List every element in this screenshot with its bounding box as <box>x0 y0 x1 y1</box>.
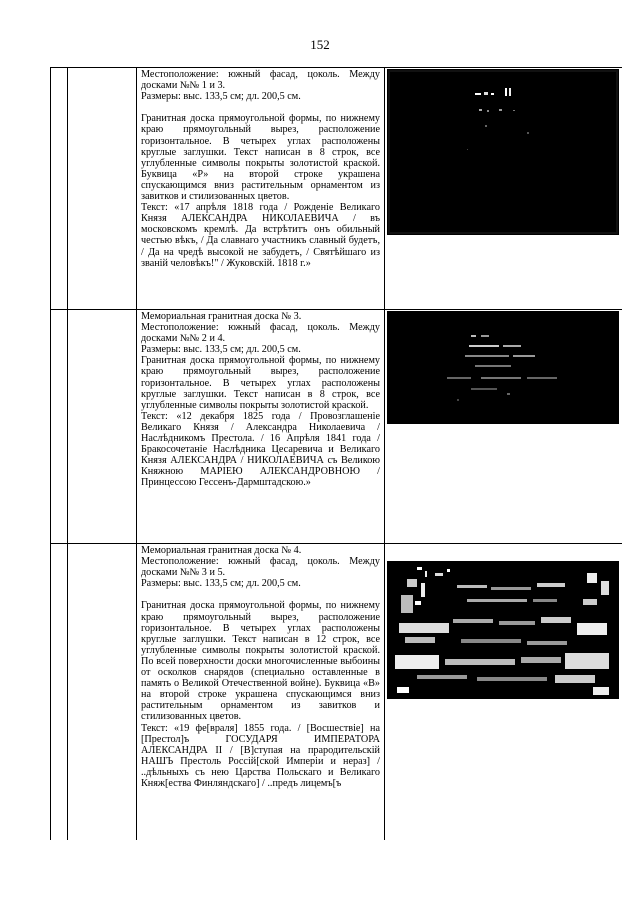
plaque-photo <box>387 69 619 235</box>
paragraph: Местоположение: южный фасад, цоколь. Между досками №№ 3 и 5. <box>141 556 380 579</box>
description <box>141 545 380 789</box>
description-cell <box>137 68 385 310</box>
plaque-photo <box>387 561 619 699</box>
paragraph: Местоположение: южный фасад, цоколь. Между досками №№ 2 и 4. <box>141 322 380 345</box>
paragraph-spacer <box>141 102 380 113</box>
paragraph: Размеры: выс. 133,5 см; дл. 200,5 см. <box>141 91 301 103</box>
paragraph: Мемориальная гранитная доска № 3. <box>141 311 302 322</box>
paragraph: Текст: «19 фе[враля] 1855 года. / [Восшествіе] на [Престол]ъ ГОСУДАРЯ ИМПЕРАТОРА АЛЕКСАНДРА II / [В]ступая на прародительскій НАШЪ Престоль Россій[ской Имперіи и нераз] / ..дѣльныхъ съ нею Царства Польскаго и Великаго Княж[ества Финляндскаго] / ..предъ лицемъ[ъ <box>141 722 380 789</box>
paragraph: Мемориальная гранитная доска № 4. <box>141 545 302 556</box>
paragraph: Текст: «12 декабря 1825 года / Провозглашеніе Великаго Князя / Александра Николаевича / Наслѣдникомъ Престола. / 16 Апрѣля 1841 года / Бракосочетаніе Наслѣдника Цесаревича и Великаго Князя АЛЕКСАНДРА / НИКОЛАЕВИЧА съ Великою Княжною МАРІЕЮ АЛЕКСАНДРОВНОЮ / Принцессою Гессенъ-Дармштадскою.» <box>141 410 380 489</box>
table-row <box>51 310 623 544</box>
object-cell <box>68 544 137 841</box>
object-cell <box>68 68 137 310</box>
table-row <box>51 68 623 310</box>
paragraph: Размеры: выс. 133,5 см; дл. 200,5 см. <box>141 578 301 590</box>
paragraph: Гранитная доска прямоугольной формы, по нижнему краю прямоугольный вырез, расположение горизонтальное. В четырех углах расположены круглые заглушки. Текст написан в 12 строк, все углубленные символы покрыты золотистой краской. По всей поверхности доски многочисленные выбоины от осколков снарядов (специально оставленные в память о Великой Отечественной войне). Буквица «В» на второй строке украшена спускающимся вниз растительным орнаментом из завитков и стилизованных цветов. <box>141 600 380 723</box>
description-cell <box>137 310 385 544</box>
register-table-wrapper <box>50 67 622 840</box>
description <box>141 311 380 489</box>
photo-cell <box>385 310 623 544</box>
row-index-cell <box>51 68 68 310</box>
description-cell <box>137 544 385 841</box>
paragraph: Местоположение: южный фасад, цоколь. Между досками №№ 1 и 3. <box>141 69 380 92</box>
page-number: 152 <box>310 37 330 52</box>
paragraph-spacer <box>141 589 380 600</box>
paragraph: Гранитная доска прямоугольной формы, по нижнему краю прямоугольный вырез, расположение горизонтальное. В четырех углах расположены круглые заглушки. Текст написан в 8 строк, все углубленные символы покрыты золотистой краской. Буквица «Р» на второй строке украшена спускающимся вниз растительным орнаментом из завитков и стилизованных цветов. <box>141 113 380 203</box>
row-index-cell <box>51 544 68 841</box>
paragraph: Гранитная доска прямоугольной формы, по нижнему краю прямоугольный вырез, расположение горизонтальное. В четырех углах расположены круглые заглушки. Текст написан в 8 строк, все углубленные символы покрыты золотистой краской. <box>141 355 380 411</box>
table-row <box>51 544 623 841</box>
object-cell <box>68 310 137 544</box>
photo-cell <box>385 68 623 310</box>
register-table <box>50 67 622 840</box>
row-index-cell <box>51 310 68 544</box>
photo-cell <box>385 544 623 841</box>
plaque-photo <box>387 311 619 424</box>
paragraph: Размеры: выс. 133,5 см; дл. 200,5 см. <box>141 344 301 356</box>
description <box>141 69 380 269</box>
paragraph: Текст: «17 апрѣля 1818 года / Рожденіе Великаго Князя АЛЕКСАНДРА НИКОЛАЕВИЧА / въ московскомъ кремлѣ. Да встрѣтитъ онъ обильный честью вѣкъ, / Да славнаго участникъ славный будетъ, / Да на чредѣ высокой не забудетъ, / Святѣйшаго из званій человѣкъ!" / Жуковскій. 1818 г.» <box>141 202 380 269</box>
